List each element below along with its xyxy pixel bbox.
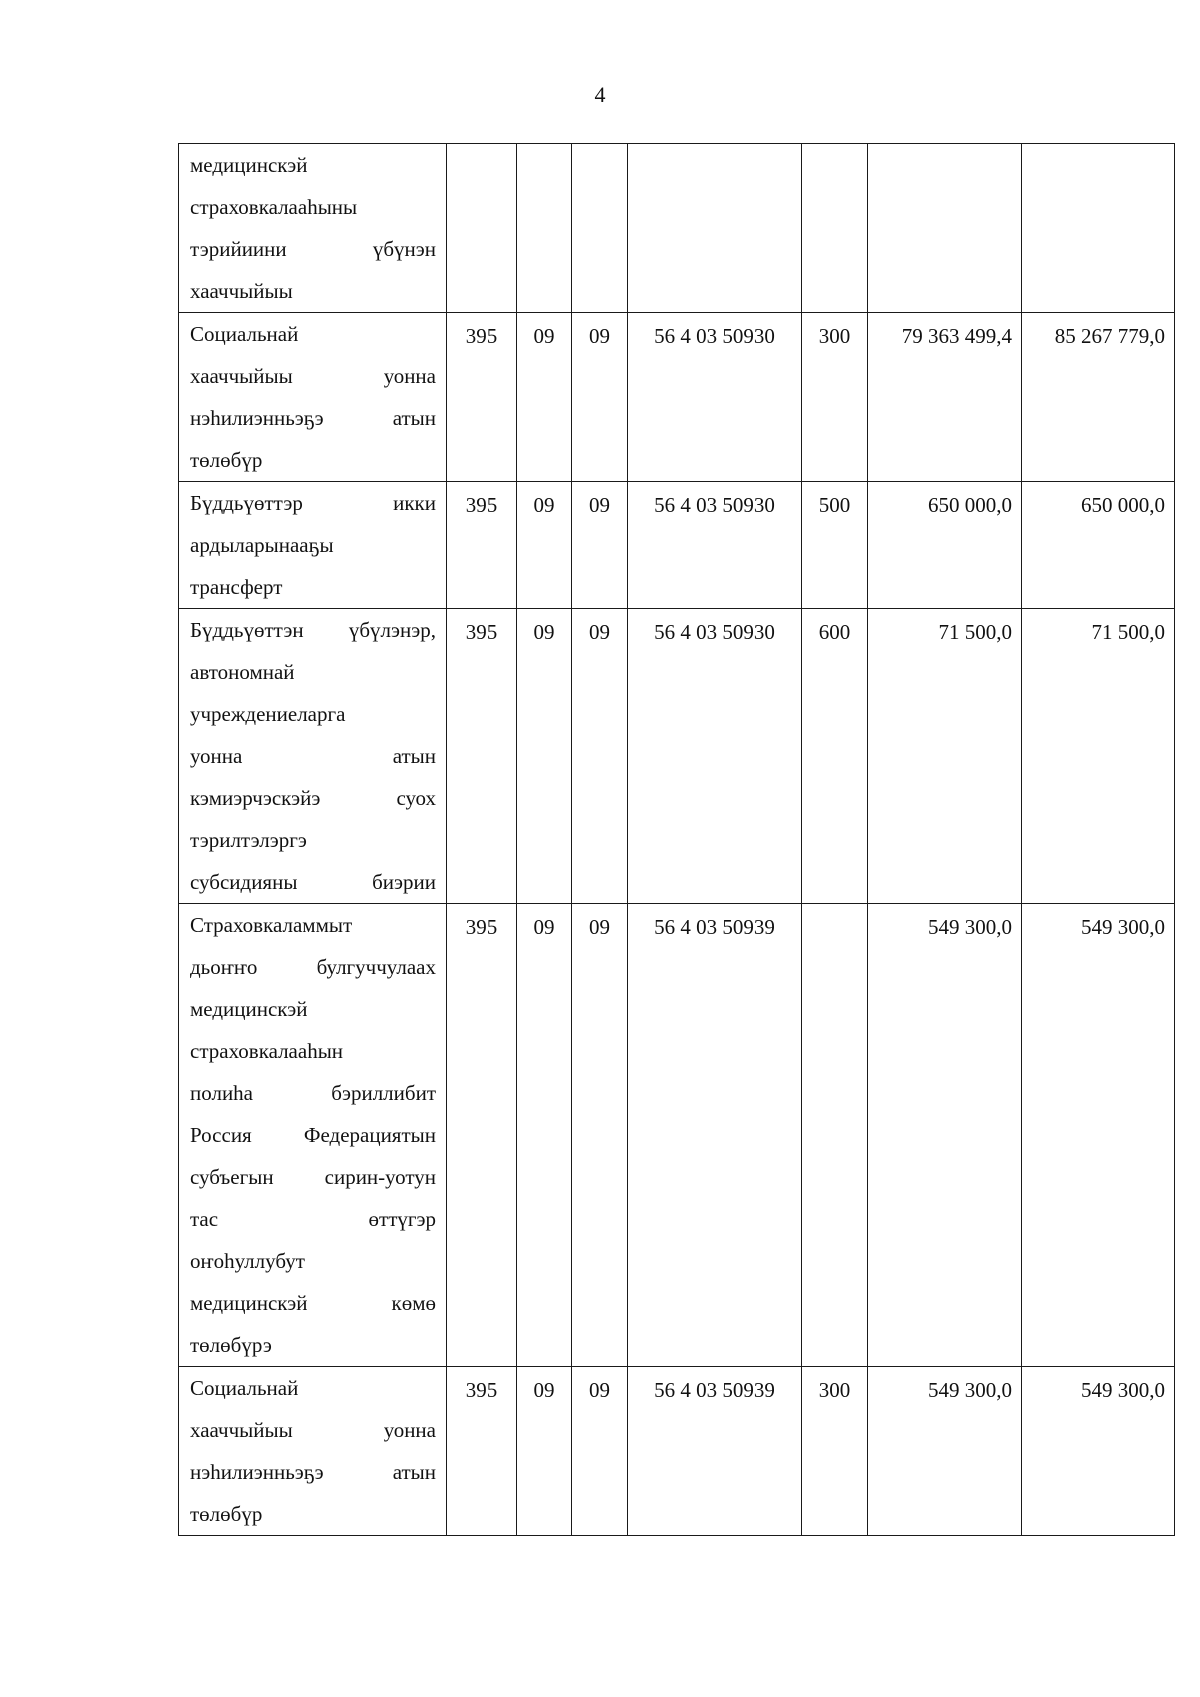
row-expense-type-value: 300 xyxy=(818,1378,851,1402)
row-ministry-code xyxy=(447,313,517,482)
row-target-code-value: 56 4 03 50930 xyxy=(654,620,775,644)
row-section-code xyxy=(517,144,572,313)
row-amount-1 xyxy=(868,1367,1022,1536)
row-subsection-code-value: 09 xyxy=(589,493,610,517)
budget-table xyxy=(178,143,1175,1536)
row-target-code xyxy=(628,609,802,904)
description-line: медицинскэй xyxy=(190,153,308,177)
row-subsection-code xyxy=(572,904,628,1367)
description-line: хааччыйыы xyxy=(190,279,293,303)
row-expense-type xyxy=(802,313,868,482)
row-target-code xyxy=(628,313,802,482)
description-line: дьоҥҥо булгуччулаах xyxy=(190,955,436,979)
row-section-code-value: 09 xyxy=(533,915,555,939)
row-amount-2 xyxy=(1022,144,1175,313)
row-target-code xyxy=(628,482,802,609)
row-expense-type-value: 500 xyxy=(818,493,851,517)
row-subsection-code xyxy=(572,482,628,609)
description-line: төлөбүр xyxy=(190,448,263,472)
table-row xyxy=(179,144,1175,313)
row-section-code-value: 09 xyxy=(533,324,555,348)
row-subsection-code-value: 09 xyxy=(589,324,610,348)
row-ministry-code xyxy=(447,609,517,904)
row-expense-type-value: 600 xyxy=(818,620,851,644)
row-expense-type xyxy=(802,144,868,313)
row-target-code xyxy=(628,144,802,313)
row-amount-1-value: 549 300,0 xyxy=(928,1378,1012,1402)
description-line: субсидияны биэрии xyxy=(190,870,436,894)
description-line: Социальнай xyxy=(190,1376,299,1400)
row-section-code xyxy=(517,904,572,1367)
row-target-code-value: 56 4 03 50930 xyxy=(654,324,775,348)
description-line: нэһилиэнньэҕэ атын xyxy=(190,406,436,430)
row-target-code xyxy=(628,1367,802,1536)
row-description xyxy=(179,609,447,904)
row-description xyxy=(179,482,447,609)
row-subsection-code xyxy=(572,609,628,904)
table-row xyxy=(179,313,1175,482)
row-section-code xyxy=(517,482,572,609)
row-amount-2 xyxy=(1022,482,1175,609)
row-target-code-value: 56 4 03 50939 xyxy=(654,1378,775,1402)
row-ministry-code xyxy=(447,144,517,313)
row-amount-2-value: 71 500,0 xyxy=(1091,620,1165,644)
row-description xyxy=(179,144,447,313)
description-line: төлөбүрэ xyxy=(190,1333,272,1357)
description-line: полиһа бэриллибит xyxy=(190,1081,436,1105)
row-amount-2 xyxy=(1022,313,1175,482)
row-description xyxy=(179,1367,447,1536)
row-amount-1-value: 650 000,0 xyxy=(928,493,1012,517)
description-line: хааччыйыы уонна xyxy=(190,364,436,388)
row-amount-2-value: 85 267 779,0 xyxy=(1054,324,1165,348)
row-amount-2-value: 549 300,0 xyxy=(1081,1378,1165,1402)
row-amount-2 xyxy=(1022,904,1175,1367)
description-line: Бүддьүөттэн үбүлэнэр, xyxy=(190,618,436,642)
description-line: Социальнай xyxy=(190,322,299,346)
row-section-code-value: 09 xyxy=(533,620,555,644)
row-section-code xyxy=(517,609,572,904)
row-ministry-code-value: 395 xyxy=(465,493,498,517)
description-line: страховкалааһын xyxy=(190,1039,344,1063)
table-row xyxy=(179,1367,1175,1536)
row-description xyxy=(179,904,447,1367)
row-section-code xyxy=(517,313,572,482)
page-number: 4 xyxy=(594,82,606,107)
description-line: оҥоһуллубут xyxy=(190,1249,305,1273)
table-row xyxy=(179,609,1175,904)
description-line: медицинскэй көмө xyxy=(190,1291,436,1315)
row-section-code xyxy=(517,1367,572,1536)
row-ministry-code xyxy=(447,904,517,1367)
row-amount-2-value: 549 300,0 xyxy=(1081,915,1165,939)
description-line: трансферт xyxy=(190,575,283,599)
row-amount-1-value: 79 363 499,4 xyxy=(901,324,1012,348)
row-target-code xyxy=(628,904,802,1367)
row-amount-1-value: 71 500,0 xyxy=(938,620,1012,644)
row-amount-2 xyxy=(1022,1367,1175,1536)
row-amount-1-value: 549 300,0 xyxy=(928,915,1012,939)
description-line: тас өттүгэр xyxy=(190,1207,436,1231)
row-subsection-code-value: 09 xyxy=(589,620,610,644)
description-line: Страховкаламмыт xyxy=(190,913,353,937)
description-line: нэһилиэнньэҕэ атын xyxy=(190,1460,436,1484)
row-expense-type-value: 300 xyxy=(818,324,851,348)
row-target-code-value: 56 4 03 50939 xyxy=(654,915,775,939)
description-line: тэрилтэлэргэ xyxy=(190,828,307,852)
description-line: тэрийиини үбүнэн xyxy=(190,237,436,261)
row-subsection-code xyxy=(572,313,628,482)
row-target-code-value: 56 4 03 50930 xyxy=(654,493,775,517)
table-row xyxy=(179,904,1175,1367)
description-line: уонна атын xyxy=(190,744,436,768)
description-line: Россия Федерациятын xyxy=(190,1123,436,1147)
row-expense-type xyxy=(802,904,868,1367)
row-subsection-code-value: 09 xyxy=(589,915,610,939)
row-amount-2-value: 650 000,0 xyxy=(1081,493,1165,517)
row-amount-1 xyxy=(868,482,1022,609)
description-line: хааччыйыы уонна xyxy=(190,1418,436,1442)
row-expense-type xyxy=(802,1367,868,1536)
row-amount-1 xyxy=(868,144,1022,313)
row-ministry-code xyxy=(447,1367,517,1536)
description-line: страховкалааһыны xyxy=(190,195,358,219)
description-line: медицинскэй xyxy=(190,997,308,1021)
row-section-code-value: 09 xyxy=(533,1378,555,1402)
row-ministry-code-value: 395 xyxy=(465,915,498,939)
row-amount-1 xyxy=(868,904,1022,1367)
row-section-code-value: 09 xyxy=(533,493,555,517)
description-line: автономнай xyxy=(190,660,295,684)
description-line: кэмиэрчэскэйэ суох xyxy=(190,786,436,810)
description-line: субъегын сирин-уотун xyxy=(190,1165,436,1189)
description-line: учреждениеларга xyxy=(190,702,346,726)
row-amount-1 xyxy=(868,313,1022,482)
row-amount-2 xyxy=(1022,609,1175,904)
description-line: Бүддьүөттэр икки xyxy=(190,491,436,515)
row-expense-type xyxy=(802,482,868,609)
row-ministry-code-value: 395 xyxy=(465,324,498,348)
description-line: төлөбүр xyxy=(190,1502,263,1526)
row-ministry-code xyxy=(447,482,517,609)
row-ministry-code-value: 395 xyxy=(465,620,498,644)
table-body xyxy=(179,144,1175,1536)
row-amount-1 xyxy=(868,609,1022,904)
description-line: ардыларынааҕы xyxy=(190,533,334,557)
row-description xyxy=(179,313,447,482)
table-row xyxy=(179,482,1175,609)
row-expense-type xyxy=(802,609,868,904)
row-subsection-code xyxy=(572,1367,628,1536)
row-subsection-code-value: 09 xyxy=(589,1378,610,1402)
row-ministry-code-value: 395 xyxy=(465,1378,498,1402)
row-subsection-code xyxy=(572,144,628,313)
